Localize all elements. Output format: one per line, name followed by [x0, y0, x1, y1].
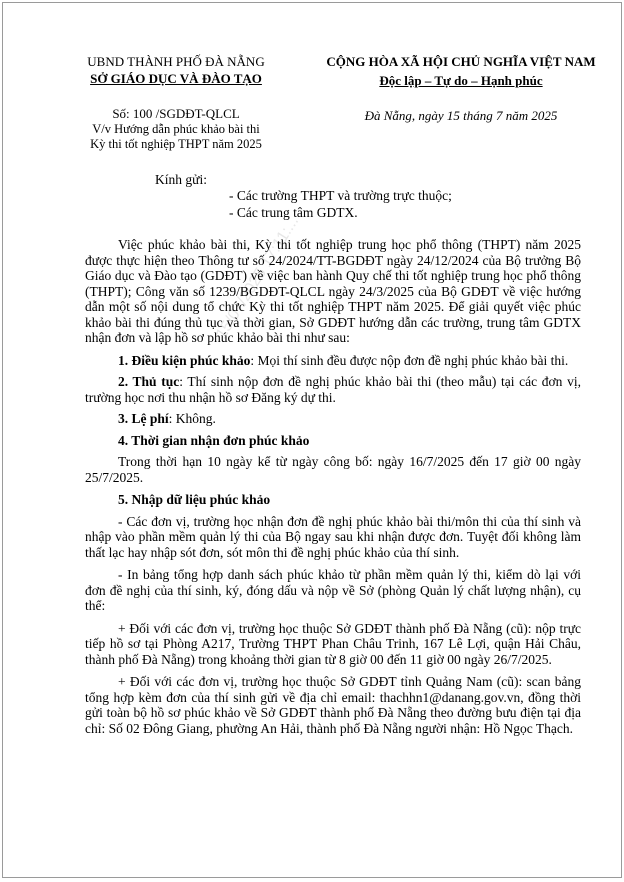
recipient-item: - Các trường THPT và trường trực thuộc; [229, 188, 452, 203]
section-1-heading: 1. Điều kiện phúc khảo [118, 352, 251, 368]
section-4-heading: 4. Thời gian nhận đơn phúc khảo [118, 432, 310, 448]
document-body [85, 237, 581, 743]
intro-paragraph: Việc phúc khảo bài thi, Kỳ thi tốt nghiệp trung học phổ thông (THPT) năm 2025 được thực hiện theo Thông tư số 24/2024/TT-BGDĐT ngày 24/12/2024 của Bộ trưởng Bộ Giáo dục và Đào tạo (GDĐT) về việc ban hành Quy chế thi tốt nghiệp trung học phổ thông (THPT); Công văn số 1239/BGDĐT-QLCL ngày 24/3/2025 của Bộ GDĐT về việc hướng dẫn một số nội dung tổ chức Kỳ thi tốt nghiệp THPT năm 2025. Để giải quyết việc phúc khảo bài thi đúng thủ tục và thời gian, Sở GDĐT hướng dẫn các trường, trung tâm GDTX nhận đơn và lập hồ sơ phúc khảo bài thi như sau: [85, 237, 581, 345]
section-4 [85, 433, 581, 449]
section-3-text: : Không. [168, 411, 216, 426]
issuer-block [61, 53, 291, 152]
issue-date: Đà Nẵng, ngày 15 tháng 7 năm 2025 [364, 108, 558, 123]
section-2-text: : Thí sinh nộp đơn đề nghị phúc khảo bài thi (theo mẫu) tại các đơn vị, trường học nơi thu nhận hồ sơ Đăng ký dự thi. [85, 374, 581, 405]
section-1-text: : Mọi thí sinh đều được nộp đơn đề nghị phúc khảo bài thi. [250, 352, 569, 368]
section-1 [85, 353, 581, 369]
section-5-paragraph: - Các đơn vị, trường học nhận đơn đề nghị phúc khảo bài thi/môn thi của thí sinh và nhập vào phần mềm quản lý thi của Bộ ngay sau khi nhận được đơn. Tuyệt đối không làm thất lạc hay nhập sót đơn, sót môn thi đề nghị phúc khảo của thí sinh. [85, 513, 581, 560]
recipients-greeting: Kính gửi: [155, 172, 207, 187]
recipient-item: - Các trung tâm GDTX. [229, 205, 358, 220]
national-motto: Độc lập – Tự do – Hạnh phúc [379, 73, 543, 88]
section-5-heading: 5. Nhập dữ liệu phúc khảo [118, 492, 271, 507]
section-5-paragraph: - In bảng tổng hợp danh sách phúc khảo từ phần mềm quản lý thi, kiểm dò lại với đơn đề nghị của thí sinh, ký, đóng dấu và nộp về Sở (phòng Quản lý chất lượng nhận), cụ thể: [85, 567, 581, 613]
section-3-heading: 3. Lệ phí [118, 411, 169, 426]
subject-line-2: Kỳ thi tốt nghiệp THPT năm 2025 [90, 137, 262, 151]
section-5-paragraph: + Đối với các đơn vị, trường học thuộc Sở GDĐT tỉnh Quảng Nam (cũ): scan bảng tổng hợp kèm đơn của thí sinh gửi về địa chỉ email: thachhn1@danang.gov.vn, đồng thời gửi toàn bộ hồ sơ phúc khảo về Sở GDĐT thành phố Đà Nẵng theo đường bưu điện tại địa chỉ: Số 02 Đông Giang, phường An Hải, thành phố Đà Nẵng người nhận: Hồ Ngọc Thạch. [85, 674, 581, 736]
subject-line-1: V/v Hướng dẫn phúc khảo bài thi [92, 122, 260, 136]
reference-number: Số: 100 /SGDĐT-QLCL [112, 106, 240, 121]
document-page [2, 2, 622, 878]
section-4-text: Trong thời hạn 10 ngày kể từ ngày công bố: ngày 16/7/2025 đến 17 giờ 00 ngày 25/7/2025. [85, 454, 581, 485]
section-5-paragraph: + Đối với các đơn vị, trường học thuộc Sở GDĐT thành phố Đà Nẵng (cũ): nộp trực tiếp hồ sơ tại Phòng A217, Trường THPT Phan Châu Trinh, 167 Lê Lợi, quận Hải Châu, thành phố Đà Nẵng) trong khoảng thời gian từ 8 giờ 00 đến 11 giờ 00 ngày 26/7/2025. [85, 620, 581, 667]
section-3 [85, 411, 581, 427]
national-heading [321, 53, 601, 124]
recipients-list [229, 187, 452, 221]
issuer-department [61, 70, 291, 87]
section-5 [85, 492, 581, 508]
section-2 [85, 374, 581, 405]
timestamp-watermark: 15/07/2025 17:11:... [213, 213, 303, 343]
nation-name: CỘNG HÒA XÃ HỘI CHỦ NGHĨA VIỆT NAM [326, 54, 596, 69]
issuer-department-name: SỞ GIÁO DỤC VÀ ĐÀO TẠO [90, 71, 262, 86]
issuer-parent-org: UBND THÀNH PHỐ ĐÀ NẴNG [87, 54, 265, 69]
section-2-heading: 2. Thủ tục [118, 374, 180, 389]
